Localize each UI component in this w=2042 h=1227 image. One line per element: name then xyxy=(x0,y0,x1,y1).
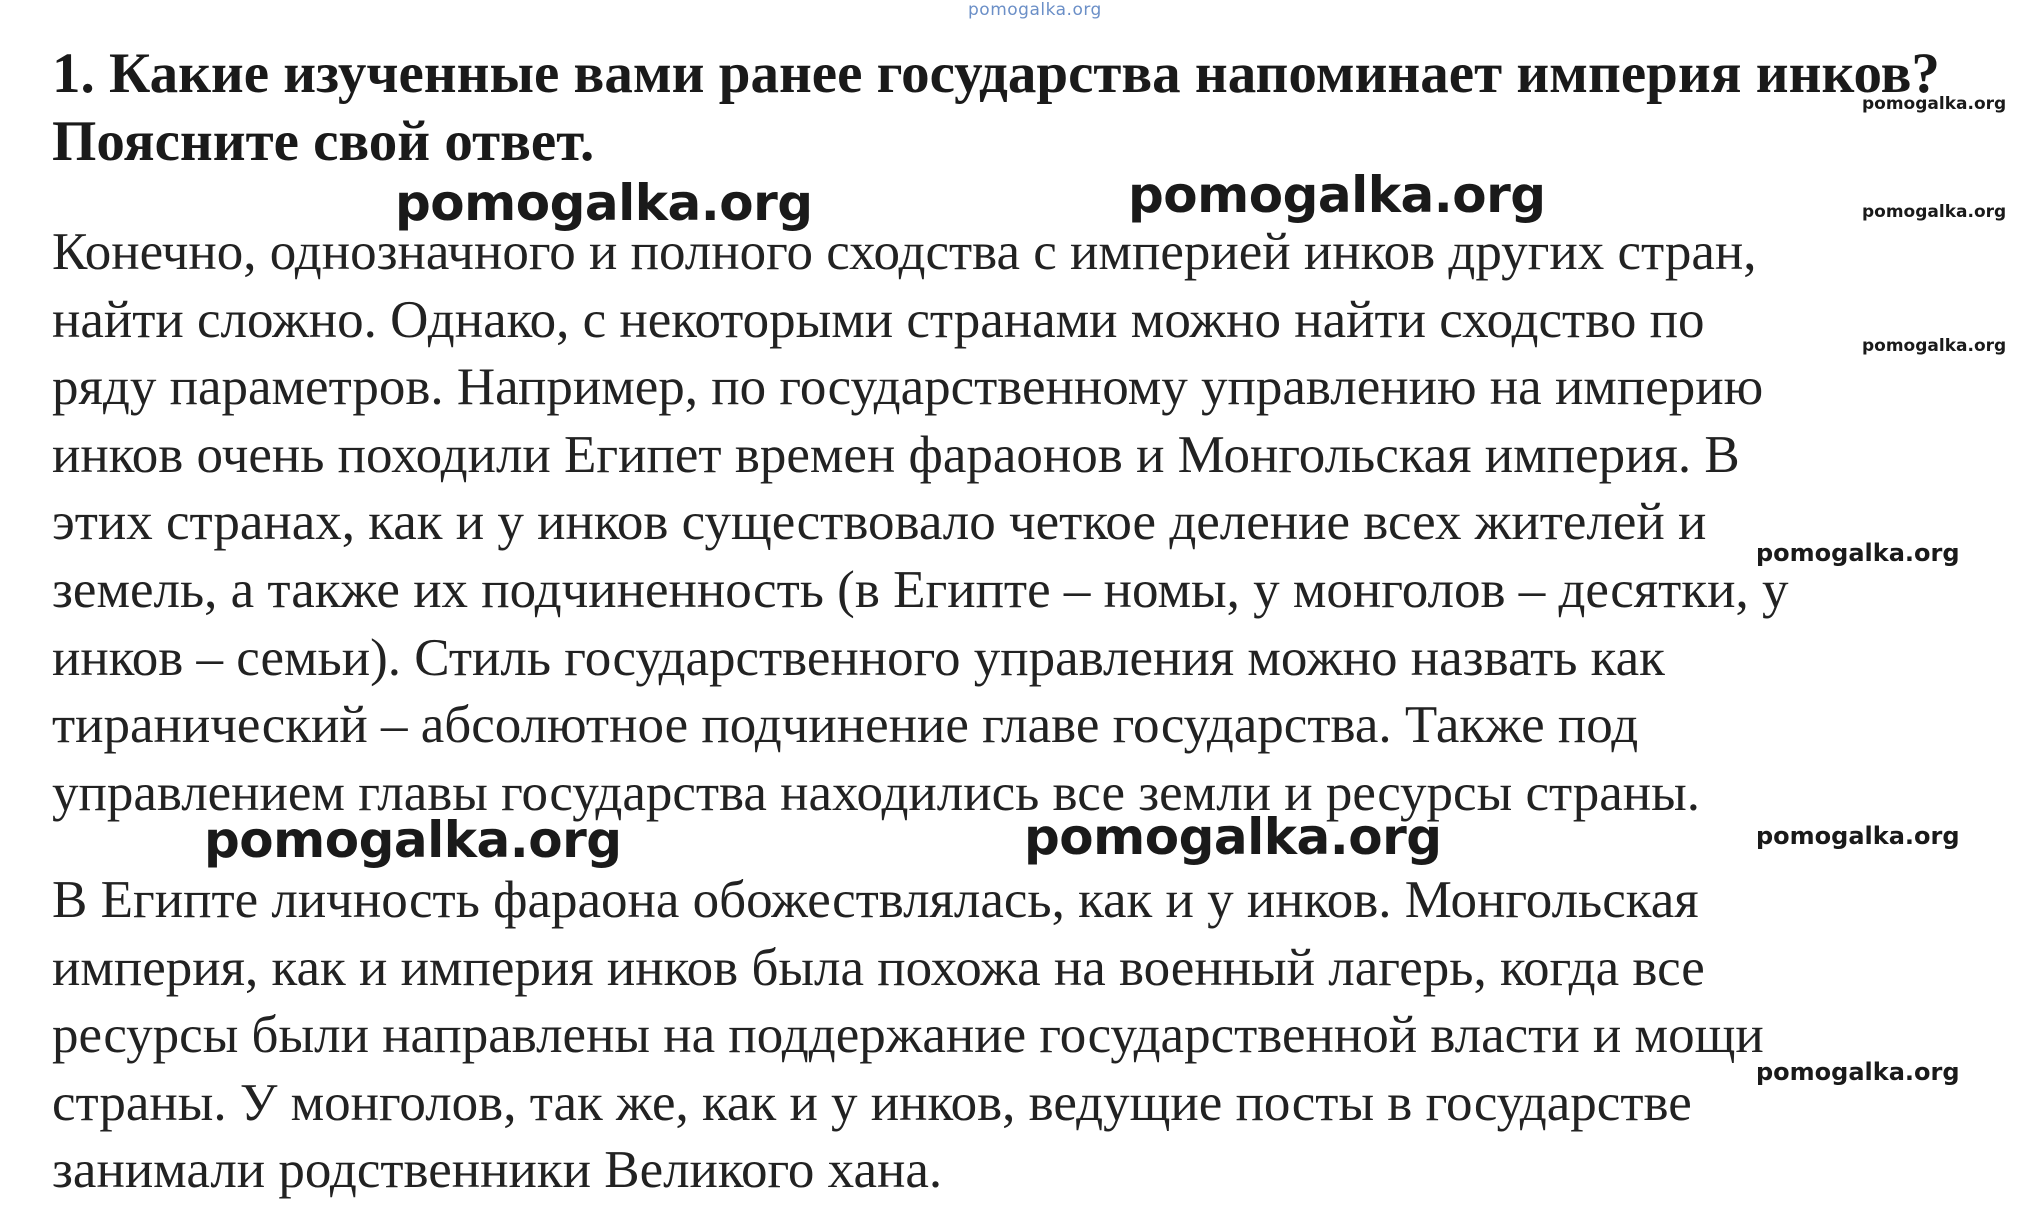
watermark-large: pomogalka.org xyxy=(1024,808,1442,866)
watermark-medium: pomogalka.org xyxy=(1756,822,1960,850)
watermark-small: pomogalka.org xyxy=(1862,94,2007,114)
watermark-small: pomogalka.org xyxy=(1862,202,2007,222)
watermark-large: pomogalka.org xyxy=(395,174,813,232)
watermark-small: pomogalka.org xyxy=(1862,336,2007,356)
answer-paragraph-1: Конечно, однозначного и полного сходства с империей инков других стран, найти сложно. Однако, с некоторыми странами можно найти сходство по ряду параметров. Например, по государственному управлению на империю инков очень походили Египет времен фараонов и Монгольская империя. В этих странах, как и у инков существовало четкое деление всех жителей и земель, а также их подчиненность (в Египте – номы, у монголов – десятки, у инков – семьи). Стиль государственного управления можно назвать как тиранический – абсолютное подчинение главе государства. Также под управлением главы государства находились все земли и ресурсы страны. xyxy=(52,223,1789,822)
watermark-large: pomogalka.org xyxy=(204,811,622,869)
watermark-medium: pomogalka.org xyxy=(1756,539,1960,567)
answer-paragraph-2: В Египте личность фараона обожествлялась, как и у инков. Монгольская империя, как и империя инков была похожа на военный лагерь, когда все ресурсы были направлены на поддержание государственной власти и мощи страны. У монголов, так же, как и у инков, ведущие посты в государстве занимали родственники Великого хана. xyxy=(52,871,1764,1200)
watermark-medium: pomogalka.org xyxy=(1756,1058,1960,1086)
top-watermark: pomogalka.org xyxy=(968,0,1102,20)
question-heading: 1. Какие изученные вами ранее государства напоминает империя инков? Поясните свой ответ. xyxy=(52,42,1940,173)
watermark-large: pomogalka.org xyxy=(1128,166,1546,224)
